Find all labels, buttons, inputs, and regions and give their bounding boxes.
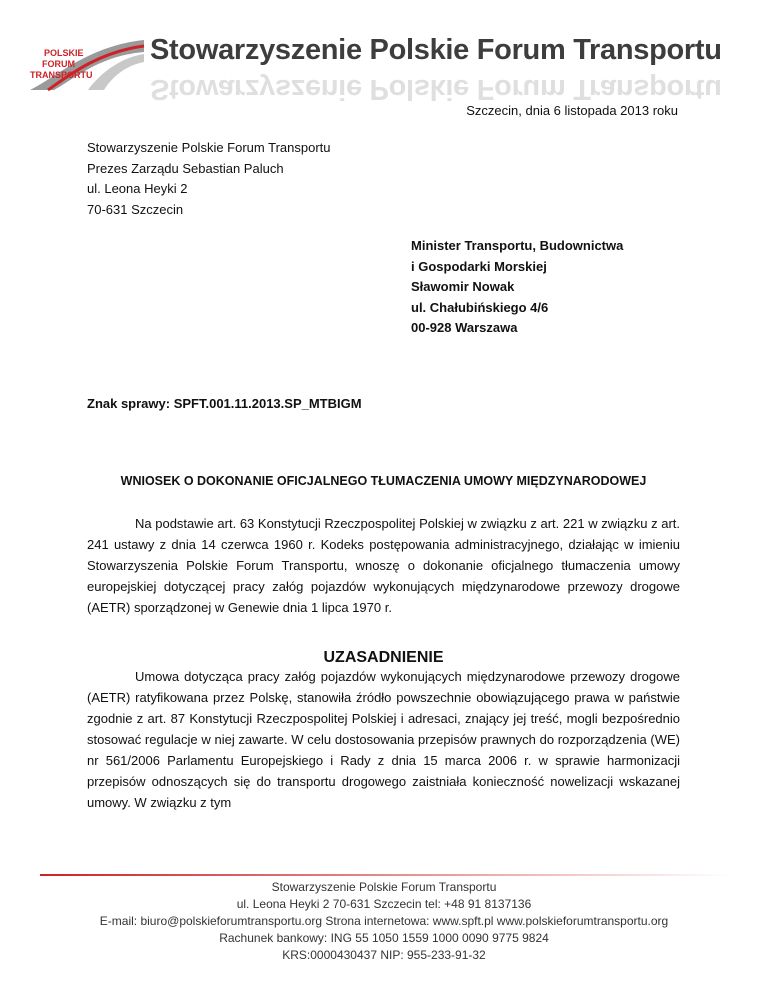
logo-text-1: POLSKIE [44,48,84,58]
letterhead-title-reflection: Stowarzyszenie Polskie Forum Transportu [150,73,722,105]
letterhead-footer [0,879,768,964]
logo-road-graphic [28,36,146,92]
recipient-address [411,236,623,339]
recipient-line: Minister Transportu, Budownictwa [411,238,624,253]
logo-text-3: TRANSPORTU [30,70,93,80]
footer-bank: Rachunek bankowy: ING 55 1050 1559 1000 0090 9775 9824 [219,931,549,945]
subject-line: WNIOSEK O DOKONANIE OFICJALNEGO TŁUMACZENIA UMOWY MIĘDZYNARODOWEJ [120,474,647,488]
body-paragraph-2: Umowa dotycząca pracy załóg pojazdów wykonujących międzynarodowe przewozy drogowe (AETR) ratyfikowana przez Polskę, stanowiła źródło powszechnie obowiązującego prawa w państwie zgodnie z art. 87 Konstytucji Rzeczpospolitej Polskiej i adresaci, znający jej treść, mogli bezpośrednio stosować regulacje w niej zawarte. W celu dostosowania przepisów prawnych do rozporządzenia (WE) nr 561/2006 Parlamentu Europejskiego i Rady z dnia 15 marca 2006 r. w sprawie harmonizacji przepisów odnoszących się do transportu drogowego zaistniała konieczność nowelizacji wskazanej umowy. W związku z tym [87,669,680,810]
sender-line: Prezes Zarządu Sebastian Paluch [87,160,284,176]
sender-line: ul. Leona Heyki 2 [87,181,188,196]
body-paragraph-1: Na podstawie art. 63 Konstytucji Rzeczpospolitej Polskiej w związku z art. 221 w związku z art. 241 ustawy z dnia 14 czerwca 1960 r. Kodeks postępowania administracyjnego, działając w imieniu Stowarzyszenia Polskie Forum Transportu, wnoszę o dokonanie oficjalnego tłumaczenia umowy europejskiej dotyczącej pracy załóg pojazdów wykonujących międzynarodowe przewozy drogowe (AETR) sporządzonej w Genewie dnia 1 lipca 1970 r. [87,516,680,615]
footer-contact: E-mail: biuro@polskieforumtransportu.org Strona internetowa: www.spft.pl www.polskieforumtransportu.org [99,914,669,928]
case-reference: Znak sprawy: SPFT.001.11.2013.SP_MTBIGM [87,396,362,411]
recipient-line: i Gospodarki Morskiej [411,258,547,274]
letterhead-title: Stowarzyszenie Polskie Forum Transportu [150,34,722,66]
recipient-line: 00-928 Warszawa [411,320,518,335]
footer-divider [40,874,730,876]
recipient-line: ul. Chałubińskiego 4/6 [411,299,549,315]
sender-address [87,138,330,220]
logo-text-2: FORUM [42,59,75,69]
footer-org: Stowarzyszenie Polskie Forum Transportu [271,880,497,894]
logo [28,36,146,92]
footer-address: ul. Leona Heyki 2 70-631 Szczecin tel: +48 91 8137136 [236,897,532,911]
section-heading: UZASADNIENIE [323,649,444,666]
sender-line: 70-631 Szczecin [87,201,184,217]
document-date: Szczecin, dnia 6 listopada 2013 roku [466,103,678,118]
recipient-line: Sławomir Nowak [411,279,515,294]
footer-registry: KRS:0000430437 NIP: 955-233-91-32 [282,948,486,962]
sender-line: Stowarzyszenie Polskie Forum Transportu [87,140,331,155]
